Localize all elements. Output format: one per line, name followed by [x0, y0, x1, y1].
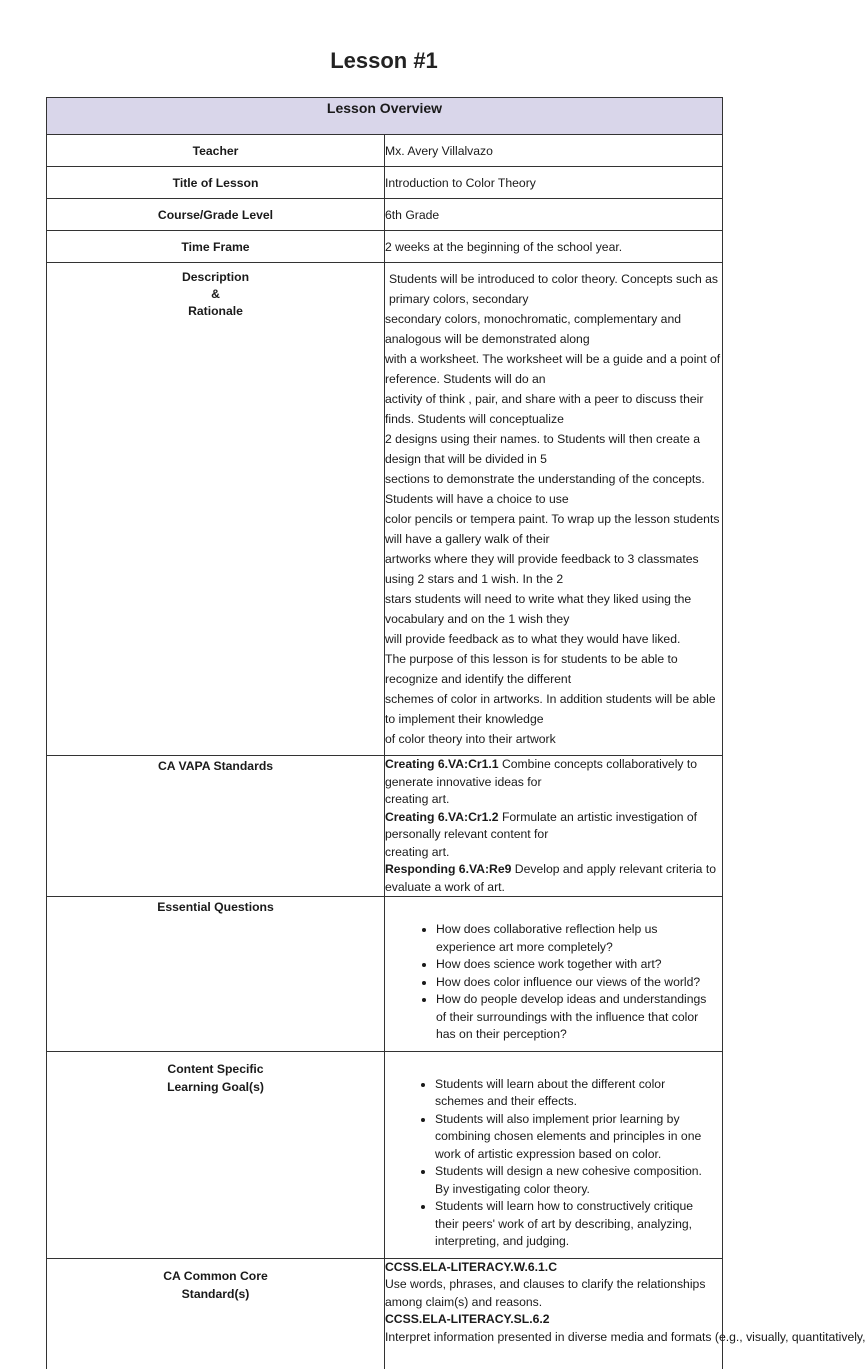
- row-label-common-core: CA Common Core Standard(s): [47, 1258, 385, 1369]
- row-label-grade: Course/Grade Level: [47, 199, 385, 231]
- row-label-essential-questions: Essential Questions: [47, 897, 385, 1052]
- row-value-common-core: CCSS.ELA-LITERACY.W.6.1.C Use words, phrases, and clauses to clarify the relationships among claim(s) and reasons. CCSS.ELA-LITERACY.SL.6.2 Interpret information presented in diverse media and formats (e.g., visually, quantitatively,: [385, 1258, 723, 1369]
- list-item: • How does collaborative reflection help us experience art more completely?: [436, 921, 716, 956]
- row-value-teacher: Mx. Avery Villalvazo: [385, 135, 723, 167]
- table-row: [47, 263, 723, 756]
- vapa-standard: Creating 6.VA:Cr1.1 Combine concepts collaboratively to generate innovative ideas for: [385, 757, 698, 789]
- list-item: • Students will also implement prior learning by combining chosen elements and principles in one work of artistic expression based on color.: [435, 1111, 716, 1164]
- row-value-title: Introduction to Color Theory: [385, 167, 723, 199]
- table-heading: Lesson Overview: [47, 98, 723, 135]
- page-title: Lesson #1: [330, 48, 438, 73]
- vapa-standard: Creating 6.VA:Cr1.2 Formulate an artistic investigation of personally relevant content for: [385, 809, 698, 841]
- table-row: [47, 231, 723, 263]
- list-item: • Students will learn about the different color schemes and their effects.: [435, 1076, 716, 1111]
- essential-questions-list: [385, 921, 716, 1044]
- learning-goals-list: [385, 1076, 716, 1251]
- table-row: [47, 135, 723, 167]
- row-value-description: Students will be introduced to color theory. Concepts such as primary colors, secondary secondary colors, monochromatic, complementary and analogous will be demonstrated along with a worksheet. The worksheet will be a guide and a point of reference. Students will do an activity of think , pair, and share with a peer to discuss their finds. Students will conceptualize 2 designs using their names. to Students will then create a design that will be divided in 5 sections to demonstrate the understanding of the concepts. Students will have a choice to use color pencils or tempera paint. To wrap up the lesson students will have a gallery walk of their artworks where they will provide feedback to 3 classmates using 2 stars and 1 wish. In the 2 stars students will need to write what they liked using the vocabulary and on the 1 wish they will provide feedback as to what they would have liked. The purpose of this lesson is for students to be able to recognize and identify the different schemes of color in artworks. In addition students will be able to implement their knowledge of color theory into their artwork: [385, 263, 723, 756]
- list-item: • How does color influence our views of the world?: [436, 974, 716, 992]
- table-row: [47, 897, 723, 1052]
- table-row: [47, 1051, 723, 1258]
- row-value-learning-goals: [385, 1051, 723, 1258]
- row-label-title: Title of Lesson: [47, 167, 385, 199]
- list-item: • How do people develop ideas and understandings of their surroundings with the influence that color has on their perception?: [436, 991, 716, 1044]
- row-label-learning-goals: Content Specific Learning Goal(s): [47, 1051, 385, 1258]
- table-row: [47, 199, 723, 231]
- row-value-essential-questions: [385, 897, 723, 1052]
- lesson-overview-table: [46, 97, 866, 1369]
- row-label-vapa: CA VAPA Standards: [47, 756, 385, 897]
- table-row: [47, 1258, 723, 1369]
- row-label-teacher: Teacher: [47, 135, 385, 167]
- table-row: [47, 756, 723, 897]
- table-row: [47, 167, 723, 199]
- list-item: • Students will design a new cohesive composition. By investigating color theory.: [435, 1163, 716, 1198]
- row-value-grade: 6th Grade: [385, 199, 723, 231]
- row-value-vapa: Creating 6.VA:Cr1.1 Combine concepts collaboratively to generate innovative ideas for creating art. Creating 6.VA:Cr1.2 Formulate an artistic investigation of personally relevant content for creating art. Responding 6.VA:Re9 Develop and apply relevant criteria to evaluate a work of art.: [385, 756, 723, 897]
- row-label-description: Description & Rationale: [47, 263, 385, 756]
- list-item: • Students will learn how to constructively critique their peers' work of art by describing, analyzing, interpreting, and judging.: [435, 1198, 716, 1251]
- vapa-standard: Responding 6.VA:Re9 Develop and apply relevant criteria to evaluate a work of art.: [385, 862, 716, 894]
- row-value-time-frame: 2 weeks at the beginning of the school year.: [385, 231, 723, 263]
- row-label-time-frame: Time Frame: [47, 231, 385, 263]
- list-item: • How does science work together with art?: [436, 956, 716, 974]
